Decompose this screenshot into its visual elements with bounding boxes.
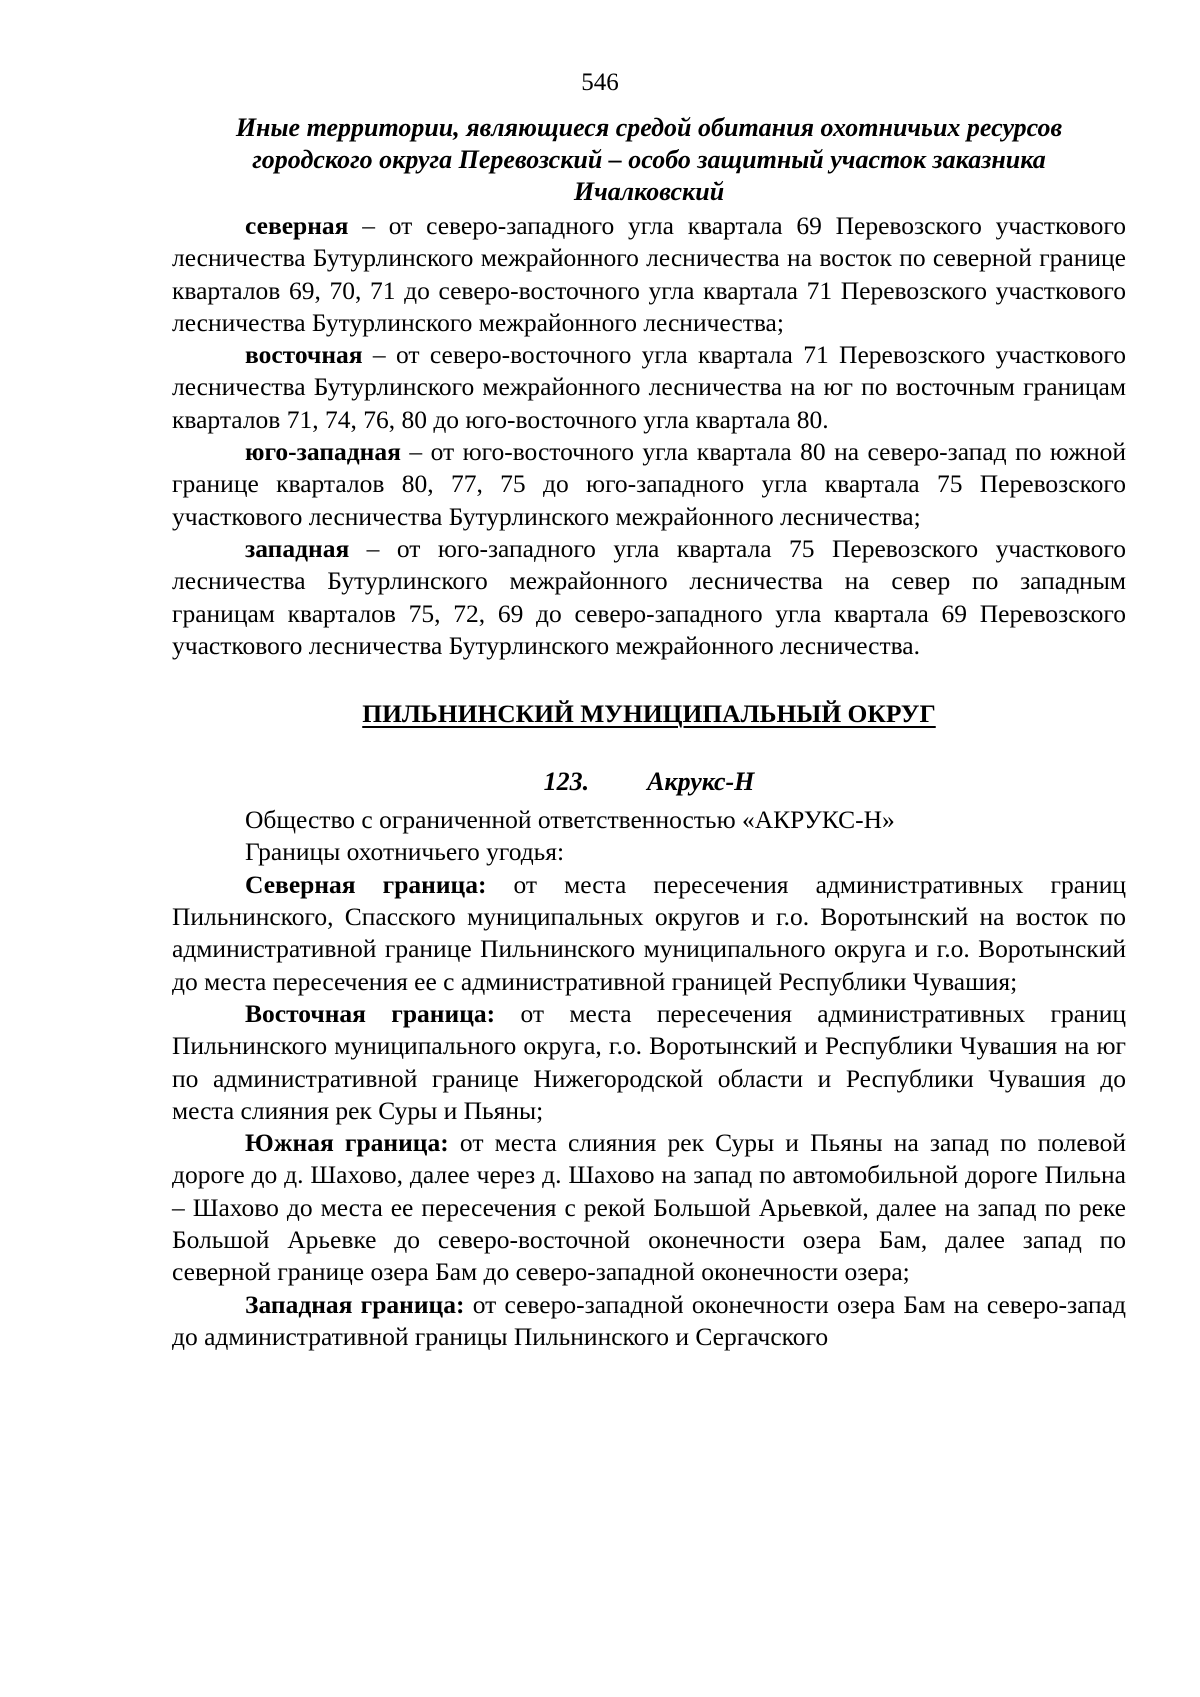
entry-name: Акрукс-Н xyxy=(647,767,755,797)
entry-title xyxy=(172,766,1126,798)
boundary-east-text: – от северо-восточного угла квартала 71 Перевозского участкового лесничества Бутурлинского межрайонного лесничества на юг по восточным границам кварталов 71, 74, 76, 80 до юго-восточного угла квартала 80. xyxy=(172,340,1126,434)
entry-organization: Общество с ограниченной ответственностью «АКРУКС-Н» xyxy=(245,805,895,835)
page-number: 546 xyxy=(581,69,619,96)
border-west xyxy=(172,1289,1126,1354)
border-north-text: от места пересечения административных границ Пильнинского, Спасского муниципальных округов и г.о. Воротынский на восток по административной границе Пильнинского муниципального округа и г.о. Воротынский до места пересечения ее с административной границей Республики Чувашия; xyxy=(172,869,1126,996)
boundary-southwest-text: – от юго-восточного угла квартала 80 на северо-запад по южной границе кварталов 80, 77, 75 до юго-западного угла квартала 75 Перевозского участкового лесничества Бутурлинского межрайонного лесничества; xyxy=(172,437,1126,531)
section-title: ПИЛЬНИНСКИЙ МУНИЦИПАЛЬНЫЙ ОКРУГ xyxy=(362,699,936,729)
boundary-southwest xyxy=(172,436,1126,533)
border-north xyxy=(172,869,1126,998)
border-south-text: от места слияния рек Суры и Пьяны на запад по полевой дороге до д. Шахово, далее через д. Шахово на запад по автомобильной дороге Пильна – Шахово до места ее пересечения с рекой Большой Арьевкой, далее на запад по реке Большой Арьевке до северо-восточной оконечности озера Бам, далее запад по северной границе озера Бам до северо-западной оконечности озера; xyxy=(172,1128,1126,1287)
border-west-text: от северо-западной оконечности озера Бам на северо-запад до административной границы Пильнинского и Сергачского xyxy=(172,1289,1126,1351)
document-body xyxy=(172,112,1126,1353)
entry-borders-intro: Границы охотничьего угодья: xyxy=(245,837,565,867)
border-east xyxy=(172,998,1126,1127)
boundary-north xyxy=(172,210,1126,339)
boundary-north-text: – от северо-западного угла квартала 69 Перевозского участкового лесничества Бутурлинского межрайонного лесничества на восток по северной границе кварталов 69, 70, 71 до северо-восточного угла квартала 71 Перевозского участкового лесничества Бутурлинского межрайонного лесничества; xyxy=(172,211,1126,337)
boundary-east-label: восточная xyxy=(245,340,363,370)
border-south xyxy=(172,1127,1126,1288)
border-east-label: Восточная граница: xyxy=(245,998,496,1028)
border-north-label: Северная граница: xyxy=(245,869,487,899)
entry-number: 123. xyxy=(543,767,590,797)
border-east-text: от места пересечения административных границ Пильнинского муниципального округа, г.о. Воротынский и Республики Чувашия на юг по административной границе Нижегородской области и Республики Чувашия до места слияния рек Суры и Пьяны; xyxy=(172,998,1127,1125)
heading-line-2: городского округа Перевозский – особо защитный участок заказника xyxy=(252,145,1046,174)
heading-line-1: Иные территории, являющиеся средой обитания охотничьих ресурсов xyxy=(235,113,1063,142)
boundary-east xyxy=(172,339,1126,436)
heading-line-3: Ичалковский xyxy=(573,177,725,206)
border-west-label: Западная граница: xyxy=(245,1289,465,1319)
boundary-west-label: западная xyxy=(245,533,350,563)
boundary-west xyxy=(172,533,1126,662)
boundary-southwest-label: юго-западная xyxy=(245,437,401,467)
boundary-north-label: северная xyxy=(245,211,349,240)
border-south-label: Южная граница: xyxy=(245,1128,449,1158)
boundary-west-text: – от юго-западного угла квартала 75 Перевозского участкового лесничества Бутурлинского межрайонного лесничества на север по западным границам кварталов 75, 72, 69 до северо-западного угла квартала 69 Перевозского участкового лесничества Бутурлинского межрайонного лесничества. xyxy=(172,533,1126,660)
territory-heading xyxy=(172,112,1126,208)
